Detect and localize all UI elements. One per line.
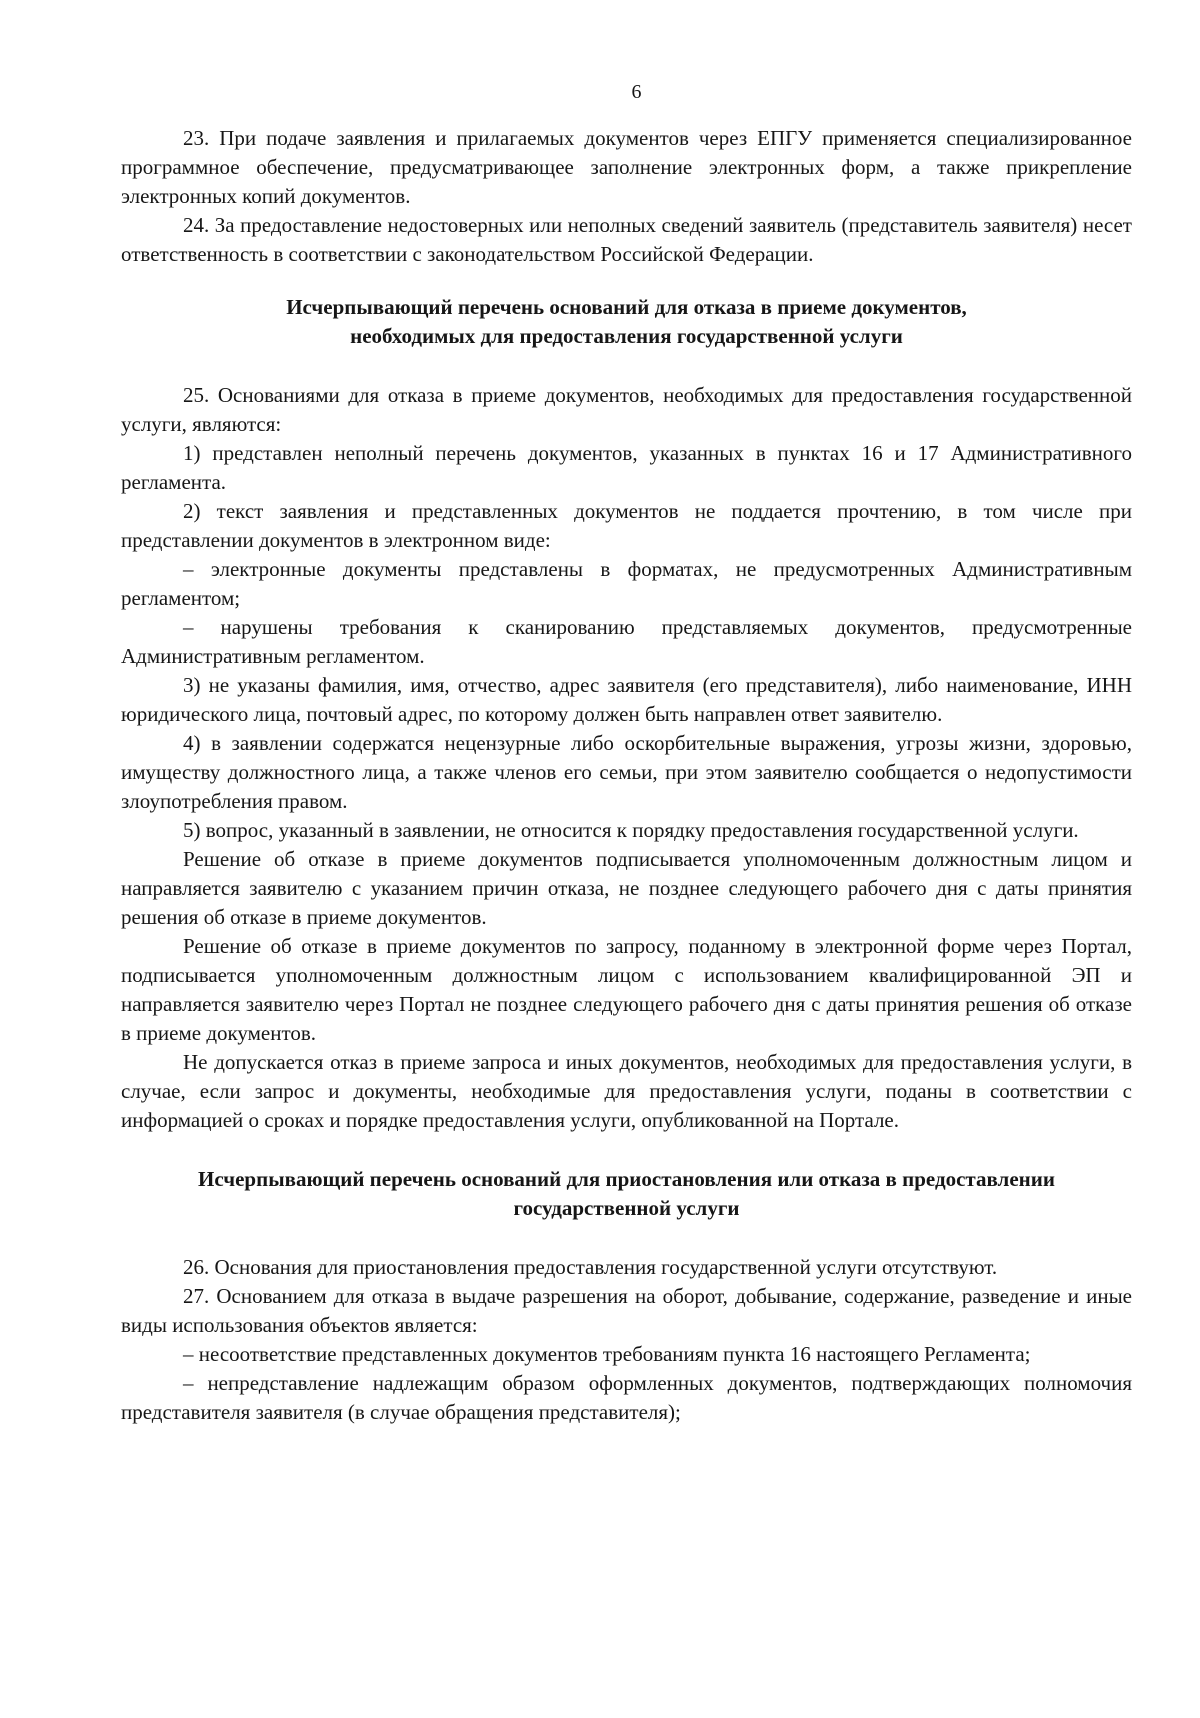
list-item: – непредставление надлежащим образом оформленных документов, подтверждающих полномочия представителя заявителя (в случае обращения представителя); (121, 1371, 1132, 1424)
list-item: – электронные документы представлены в форматах, не предусмотренных Административным регламентом; (121, 557, 1132, 610)
section-heading-line: государственной услуги (513, 1196, 740, 1220)
list-item: 1) представлен неполный перечень документов, указанных в пунктах 16 и 17 Административного регламента. (121, 441, 1132, 494)
section-heading-line: Исчерпывающий перечень оснований для приостановления или отказа в предоставлении (198, 1167, 1055, 1191)
list-item: 5) вопрос, указанный в заявлении, не относится к порядку предоставления государственной услуги. (183, 818, 1079, 842)
section-heading-suspension-refusal (121, 1165, 1132, 1223)
paragraph-24: 24. За предоставление недостоверных или неполных сведений заявитель (представитель заявителя) несет ответственность в соответствии с законодательством Российской Федерации. (121, 213, 1132, 266)
paragraph-23: 23. При подаче заявления и прилагаемых документов через ЕПГУ применяется специализированное программное обеспечение, предусматривающее заполнение электронных форм, а также прикрепление электронных копий документов. (121, 126, 1132, 208)
paragraph-26: 26. Основания для приостановления предоставления государственной услуги отсутствуют. (183, 1255, 998, 1279)
paragraph: Решение об отказе в приеме документов по запросу, поданному в электронной форме через Портал, подписывается уполномоченным должностным лицом с использованием квалифицированной ЭП и направляется заявителю через Портал не позднее следующего рабочего дня с даты принятия решения об отказе в приеме документов. (121, 934, 1132, 1045)
paragraph: Решение об отказе в приеме документов подписывается уполномоченным должностным лицом и направляется заявителю с указанием причин отказа, не позднее следующего рабочего дня с даты принятия решения об отказе в приеме документов. (121, 847, 1132, 929)
paragraph-25: 25. Основаниями для отказа в приеме документов, необходимых для предоставления государственной услуги, являются: (121, 383, 1132, 436)
section-heading-line: необходимых для предоставления государственной услуги (350, 324, 903, 348)
section-heading-line: Исчерпывающий перечень оснований для отказа в приеме документов, (286, 295, 967, 319)
paragraph: Не допускается отказ в приеме запроса и иных документов, необходимых для предоставления услуги, в случае, если запрос и документы, необходимые для предоставления услуги, поданы в соответствии с информацией о сроках и порядке предоставления услуги, опубликованной на Портале. (121, 1050, 1132, 1132)
section-heading-refusal-acceptance (121, 293, 1132, 351)
list-item: – несоответствие представленных документов требованиям пункта 16 настоящего Регламента; (183, 1342, 1031, 1366)
list-item: 4) в заявлении содержатся нецензурные либо оскорбительные выражения, угрозы жизни, здоровью, имуществу должностного лица, а также членов его семьи, при этом заявителю сообщается о недопустимости злоупотребления правом. (121, 731, 1132, 813)
list-item: 2) текст заявления и представленных документов не поддается прочтению, в том числе при представлении документов в электронном виде: (121, 499, 1132, 552)
page-number: 6 (631, 81, 642, 103)
list-item: – нарушены требования к сканированию представляемых документов, предусмотренные Административным регламентом. (121, 615, 1132, 668)
paragraph-27: 27. Основанием для отказа в выдаче разрешения на оборот, добывание, содержание, разведение и иные виды использования объектов является: (121, 1284, 1132, 1337)
list-item: 3) не указаны фамилия, имя, отчество, адрес заявителя (его представителя), либо наименование, ИНН юридического лица, почтовый адрес, по которому должен быть направлен ответ заявителю. (121, 673, 1132, 726)
